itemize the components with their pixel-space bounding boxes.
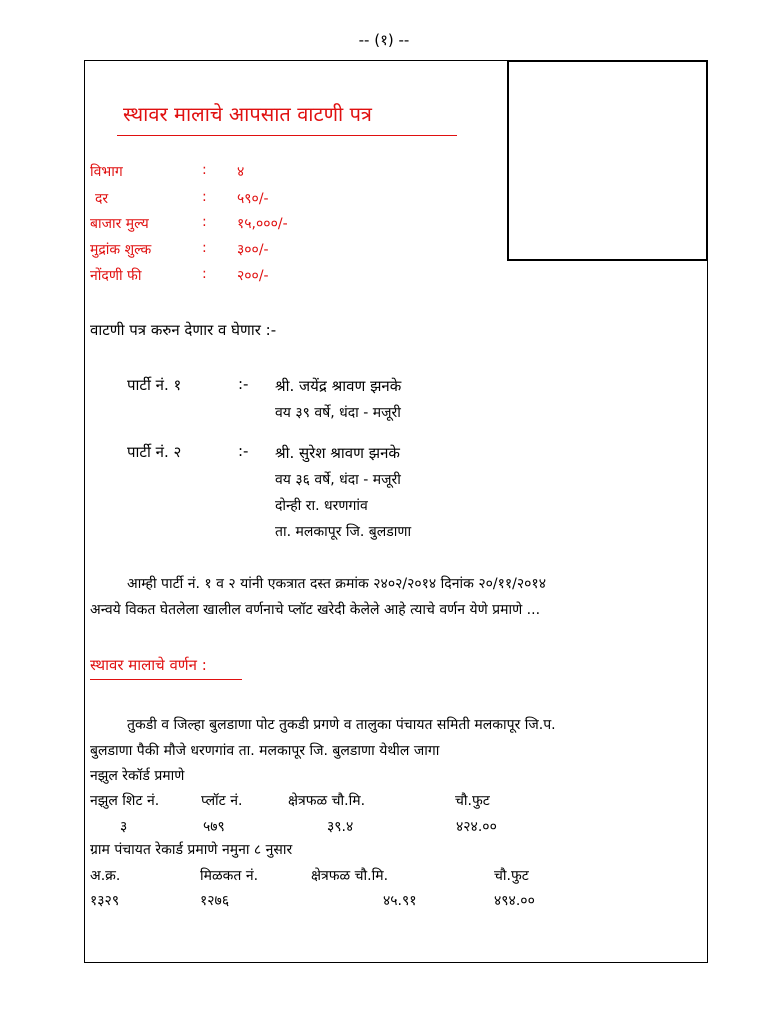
title-underline	[117, 135, 457, 136]
party-2-label: पार्टी नं. २	[127, 443, 182, 461]
party-2-residence: दोन्ही रा. धरणगांव	[275, 498, 368, 514]
description-line-2: बुलडाणा पैकी मौजे धरणगांव ता. मलकापूर जि. बुलडाणा येथील जागा	[90, 743, 440, 759]
fee-colon: :	[202, 266, 207, 282]
photo-box	[507, 60, 708, 261]
fee-colon: :	[202, 189, 207, 205]
gram-header-area-sqm: क्षेत्रफळ चौ.मि.	[311, 868, 389, 884]
description-line-1: तुकडी व जिल्हा बुलडाणा पोट तुकडी प्रगणे व तालुका पंचायत समिती मलकापूर जि.प.	[127, 717, 556, 733]
nazul-cell-plot-no: ५७९	[203, 819, 225, 835]
nazul-cell-sheet-no: ३	[120, 819, 128, 835]
party-2-name: श्री. सुरेश श्रावण झनके	[275, 444, 400, 462]
intro-paragraph-line-1: आम्ही पार्टी नं. १ व २ यांनी एकत्रात दस्त क्रमांक २४०२/२०१४ दिनांक २०/११/२०१४	[127, 576, 546, 592]
gram-cell-serial-no: १३२९	[90, 893, 120, 909]
nazul-cell-area-sqm: ३९.४	[327, 819, 354, 835]
gram-header-sqft: चौ.फुट	[494, 868, 529, 884]
nazul-header-sheet-no: नझुल शिट नं.	[90, 793, 160, 809]
nazul-record-heading: नझुल रेकॉर्ड प्रमाणे	[90, 768, 185, 784]
party-1-name: श्री. जयेंद्र श्रावण झनके	[275, 377, 402, 395]
fee-value-stamp-duty: ३००/-	[237, 242, 269, 258]
fee-colon: :	[202, 162, 207, 178]
page-number: -- (१) --	[358, 31, 410, 49]
nazul-header-plot-no: प्लॉट नं.	[201, 793, 243, 809]
fee-label-vibhag: विभाग	[90, 164, 123, 180]
fee-colon: :	[202, 214, 207, 230]
fee-value-market-value: १५,०००/-	[237, 216, 288, 232]
fee-label-stamp-duty: मुद्रांक शुल्क	[90, 242, 152, 258]
gram-header-property-no: मिळकत नं.	[200, 868, 259, 884]
party-1-colon: :-	[238, 375, 249, 393]
description-heading-underline	[90, 679, 242, 680]
document-title: स्थावर मालाचे आपसात वाटणी पत्र	[123, 102, 372, 126]
party-1-details: वय ३९ वर्षे, धंदा - मजूरी	[275, 405, 401, 421]
fee-value-registration-fee: २००/-	[237, 268, 269, 284]
gram-cell-area-sqm: ४५.९१	[383, 893, 417, 909]
party-1-label: पार्टी नं. १	[127, 376, 182, 394]
party-2-details: वय ३६ वर्षे, धंदा - मजूरी	[275, 472, 401, 488]
property-description-heading: स्थावर मालाचे वर्णन :	[90, 656, 207, 674]
nazul-header-area-sqm: क्षेत्रफळ चौ.मि.	[288, 793, 366, 809]
fee-label-market-value: बाजार मुल्य	[90, 216, 149, 232]
fee-value-vibhag: ४	[237, 164, 245, 180]
gram-cell-property-no: १२७६	[200, 893, 230, 909]
fee-colon: :	[202, 240, 207, 256]
fee-label-dar: दर	[95, 191, 109, 207]
nazul-cell-sqft: ४२४.००	[456, 819, 497, 835]
parties-heading: वाटणी पत्र करुन देणार व घेणार :-	[90, 321, 277, 339]
gram-header-serial-no: अ.क्र.	[90, 868, 121, 884]
intro-paragraph-line-2: अन्वये विकत घेतलेला खालील वर्णनाचे प्लॉट खरेदी केलेले आहे त्याचे वर्णन येणे प्रमाणे ...	[90, 602, 541, 618]
party-2-colon: :-	[238, 442, 249, 460]
party-2-address: ता. मलकापूर जि. बुलडाणा	[275, 524, 412, 540]
fee-value-dar: ५९०/-	[237, 191, 269, 207]
gram-cell-sqft: ४९४.००	[494, 893, 535, 909]
gram-panchayat-record-heading: ग्राम पंचायत रेकार्ड प्रमाणे नमुना ८ नुसार	[90, 842, 293, 858]
fee-label-registration-fee: नोंदणी फी	[90, 268, 142, 284]
nazul-header-sqft: चौ.फुट	[455, 793, 490, 809]
